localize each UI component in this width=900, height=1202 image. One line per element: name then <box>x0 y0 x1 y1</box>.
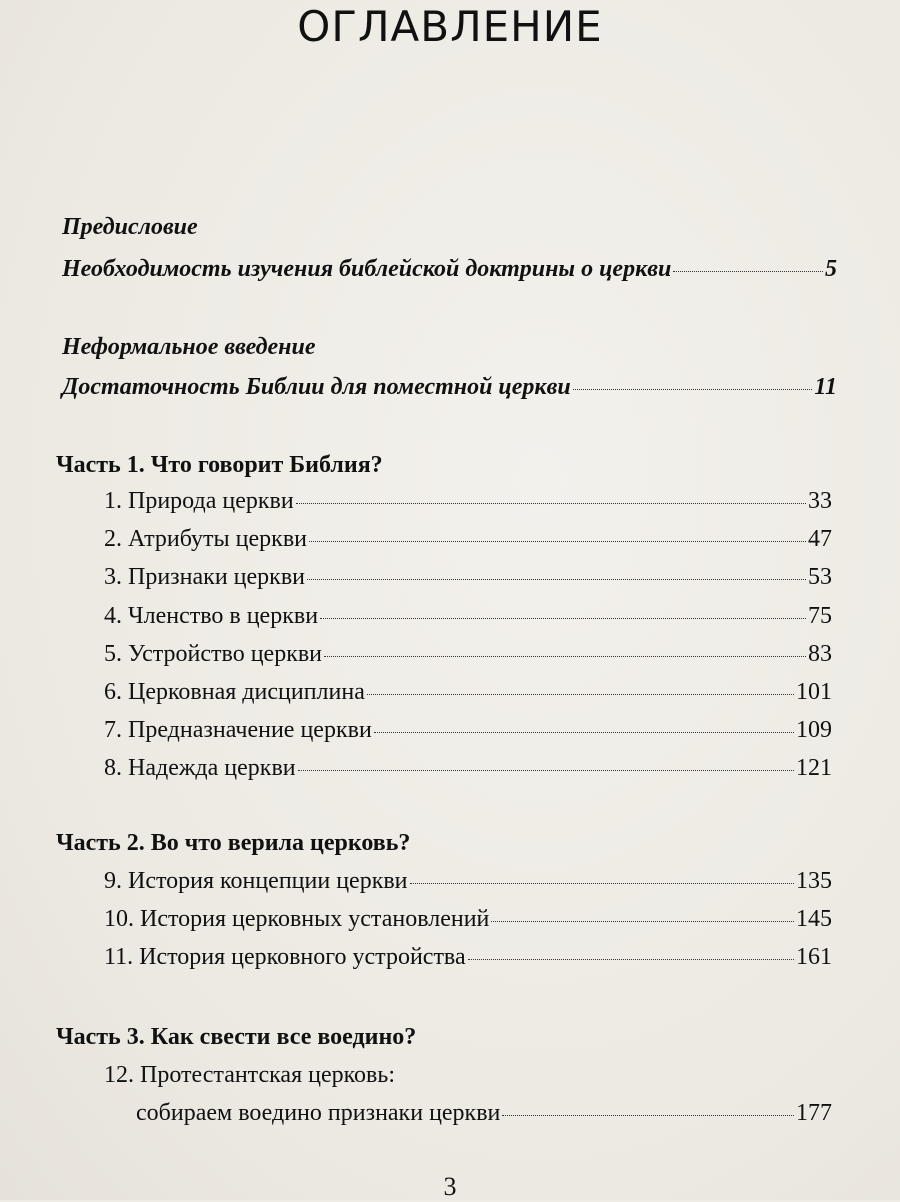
toc-entry-chapter-7[interactable] <box>104 717 832 744</box>
part-3-title: Часть 3. Как свести все воедино? <box>56 1024 417 1050</box>
leader-dots <box>468 959 794 960</box>
part-1-title: Часть 1. Что говорит Библия? <box>56 452 383 478</box>
leader-dots <box>320 618 806 619</box>
toc-entry-introduction[interactable] <box>62 374 837 401</box>
toc-entry-page: 177 <box>796 1100 832 1126</box>
toc-entry-label: собираем воедино признаки церкви <box>136 1100 501 1126</box>
leader-dots <box>374 732 794 733</box>
leader-dots <box>296 503 806 504</box>
leader-dots <box>324 656 806 657</box>
leader-dots <box>573 389 813 390</box>
toc-entry-chapter-4[interactable] <box>104 603 832 630</box>
toc-entry-label: 1. Природа церкви <box>104 488 294 514</box>
leader-dots <box>491 921 794 922</box>
toc-entry-chapter-8[interactable] <box>104 755 832 782</box>
toc-entry-label: 7. Предназначение церкви <box>104 717 372 743</box>
toc-entry-label: 10. История церковных установлений <box>104 906 490 932</box>
toc-entry-page: 83 <box>808 641 832 667</box>
toc-entry-preface[interactable] <box>62 256 837 283</box>
toc-entry-label: Достаточность Библии для поместной церкви <box>62 374 571 400</box>
toc-entry-chapter-9[interactable] <box>104 868 832 895</box>
page-number: 3 <box>443 1172 457 1201</box>
toc-entry-label: 9. История концепции церкви <box>104 868 408 894</box>
toc-entry-chapter-12[interactable] <box>136 1100 832 1127</box>
toc-entry-label: 11. История церковного устройства <box>104 944 466 970</box>
toc-entry-label: Необходимость изучения библейской доктрины о церкви <box>62 256 672 282</box>
toc-entry-page: 11 <box>814 374 837 400</box>
part-2-title: Часть 2. Во что верила церковь? <box>56 830 411 856</box>
leader-dots <box>367 694 794 695</box>
toc-entry-page: 121 <box>796 755 832 781</box>
page-heading: ОГЛАВЛЕНИЕ <box>297 2 603 51</box>
leader-dots <box>307 579 806 580</box>
toc-entry-page: 75 <box>808 603 832 629</box>
toc-entry-chapter-3[interactable] <box>104 564 832 591</box>
introduction-title: Неформальное введение <box>62 334 316 360</box>
toc-entry-chapter-11[interactable] <box>104 944 832 971</box>
toc-entry-page: 47 <box>808 526 832 552</box>
toc-entry-label: 8. Надежда церкви <box>104 755 296 781</box>
toc-entry-chapter-6[interactable] <box>104 679 832 706</box>
toc-entry-page: 33 <box>808 488 832 514</box>
preface-title: Предисловие <box>62 214 198 240</box>
toc-entry-label: 3. Признаки церкви <box>104 564 305 590</box>
toc-entry-page: 161 <box>796 944 832 970</box>
toc-entry-chapter-12-line1[interactable]: 12. Протестантская церковь: <box>104 1062 395 1088</box>
toc-entry-chapter-2[interactable] <box>104 526 832 553</box>
leader-dots <box>298 770 794 771</box>
leader-dots <box>309 541 806 542</box>
toc-entry-chapter-10[interactable] <box>104 906 832 933</box>
toc-entry-label: 4. Членство в церкви <box>104 603 319 629</box>
toc-entry-page: 101 <box>796 679 832 705</box>
leader-dots <box>502 1115 794 1116</box>
leader-dots <box>410 883 794 884</box>
leader-dots <box>673 271 823 272</box>
toc-entry-label: 5. Устройство церкви <box>104 641 323 667</box>
toc-entry-page: 135 <box>796 868 832 894</box>
toc-entry-label: 6. Церковная дисциплина <box>104 679 365 705</box>
toc-entry-page: 109 <box>796 717 832 743</box>
toc-entry-page: 53 <box>808 564 832 590</box>
toc-entry-page: 5 <box>825 256 837 282</box>
toc-entry-chapter-5[interactable] <box>104 641 832 668</box>
toc-entry-label: 2. Атрибуты церкви <box>104 526 308 552</box>
toc-entry-chapter-1[interactable] <box>104 488 832 515</box>
toc-entry-page: 145 <box>796 906 832 932</box>
